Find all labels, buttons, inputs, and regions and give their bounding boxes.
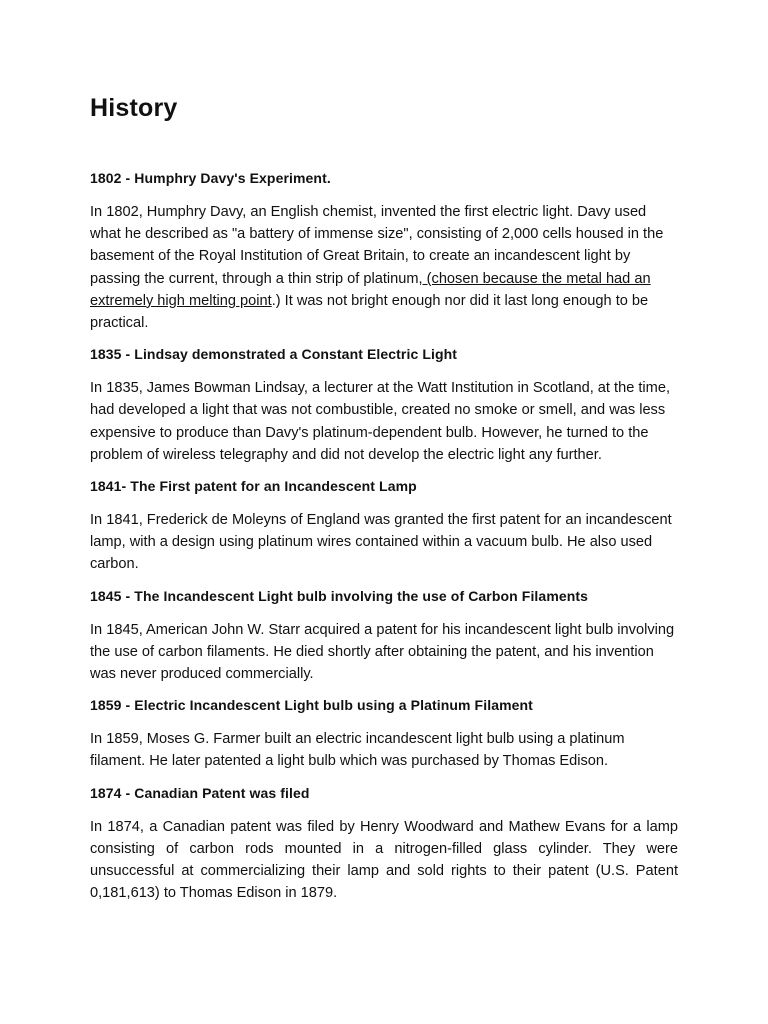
section-heading: 1845 - The Incandescent Light bulb involving the use of Carbon Filaments xyxy=(90,587,589,604)
section-body: In 1835, James Bowman Lindsay, a lecturer at the Watt Institution in Scotland, at the time, had developed a light that was not combustible, created no smoke or smell, and was less expensive to produce than Davy's platinum-dependent bulb. However, he turned to the problem of wireless telegraphy and did not develop the electric light any further. xyxy=(90,380,670,463)
section-body xyxy=(90,201,678,334)
section-heading: 1835 - Lindsay demonstrated a Constant Electric Light xyxy=(90,346,458,363)
underlined-note: , (chosen because the metal had an extremely high melting point xyxy=(90,270,651,309)
section-heading: 1859 - Electric Incandescent Light bulb using a Platinum Filament xyxy=(90,697,533,714)
body-text: .) It was not bright enough nor did it last long enough to be practical. xyxy=(90,292,649,332)
section-1802 xyxy=(90,169,678,334)
body-text: In 1802, Humphry Davy, an English chemist, invented the first electric light. Davy used what he described as "a battery of immense size", consisting of 2,000 cells housed in the basement of the Royal Institution of Great Britain, to create an incandescent light by passing the current, through a thin strip of platinum xyxy=(90,204,664,287)
section-heading: 1802 - Humphry Davy's Experiment. xyxy=(90,170,331,186)
page-title: History xyxy=(90,94,178,122)
section-1841 xyxy=(90,477,678,576)
document-page xyxy=(90,93,678,915)
section-body: In 1874, a Canadian patent was filed by Henry Woodward and Mathew Evans for a lamp consisting of carbon rods mounted in a nitrogen-filled glass cylinder. They were unsuccessful at commercializing their lamp and sold rights to their patent (U.S. Patent 0,181,613) to Thomas Edison in 1879. xyxy=(90,818,678,902)
section-body: In 1859, Moses G. Farmer built an electric incandescent light bulb using a platinum filament. He later patented a light bulb which was purchased by Thomas Edison. xyxy=(90,731,625,770)
section-body: In 1845, American John W. Starr acquired a patent for his incandescent light bulb involving the use of carbon filaments. He died shortly after obtaining the patent, and his invention was never produced commercially. xyxy=(90,621,675,683)
section-1859 xyxy=(90,696,678,772)
section-1874 xyxy=(90,784,678,905)
section-1845 xyxy=(90,587,678,686)
section-heading: 1874 - Canadian Patent was filed xyxy=(90,784,310,801)
section-1835 xyxy=(90,345,678,466)
section-body: In 1841, Frederick de Moleyns of England was granted the first patent for an incandescent lamp, with a design using platinum wires contained within a vacuum bulb. He also used carbon. xyxy=(90,512,672,573)
section-heading: 1841- The First patent for an Incandescent Lamp xyxy=(90,478,417,495)
